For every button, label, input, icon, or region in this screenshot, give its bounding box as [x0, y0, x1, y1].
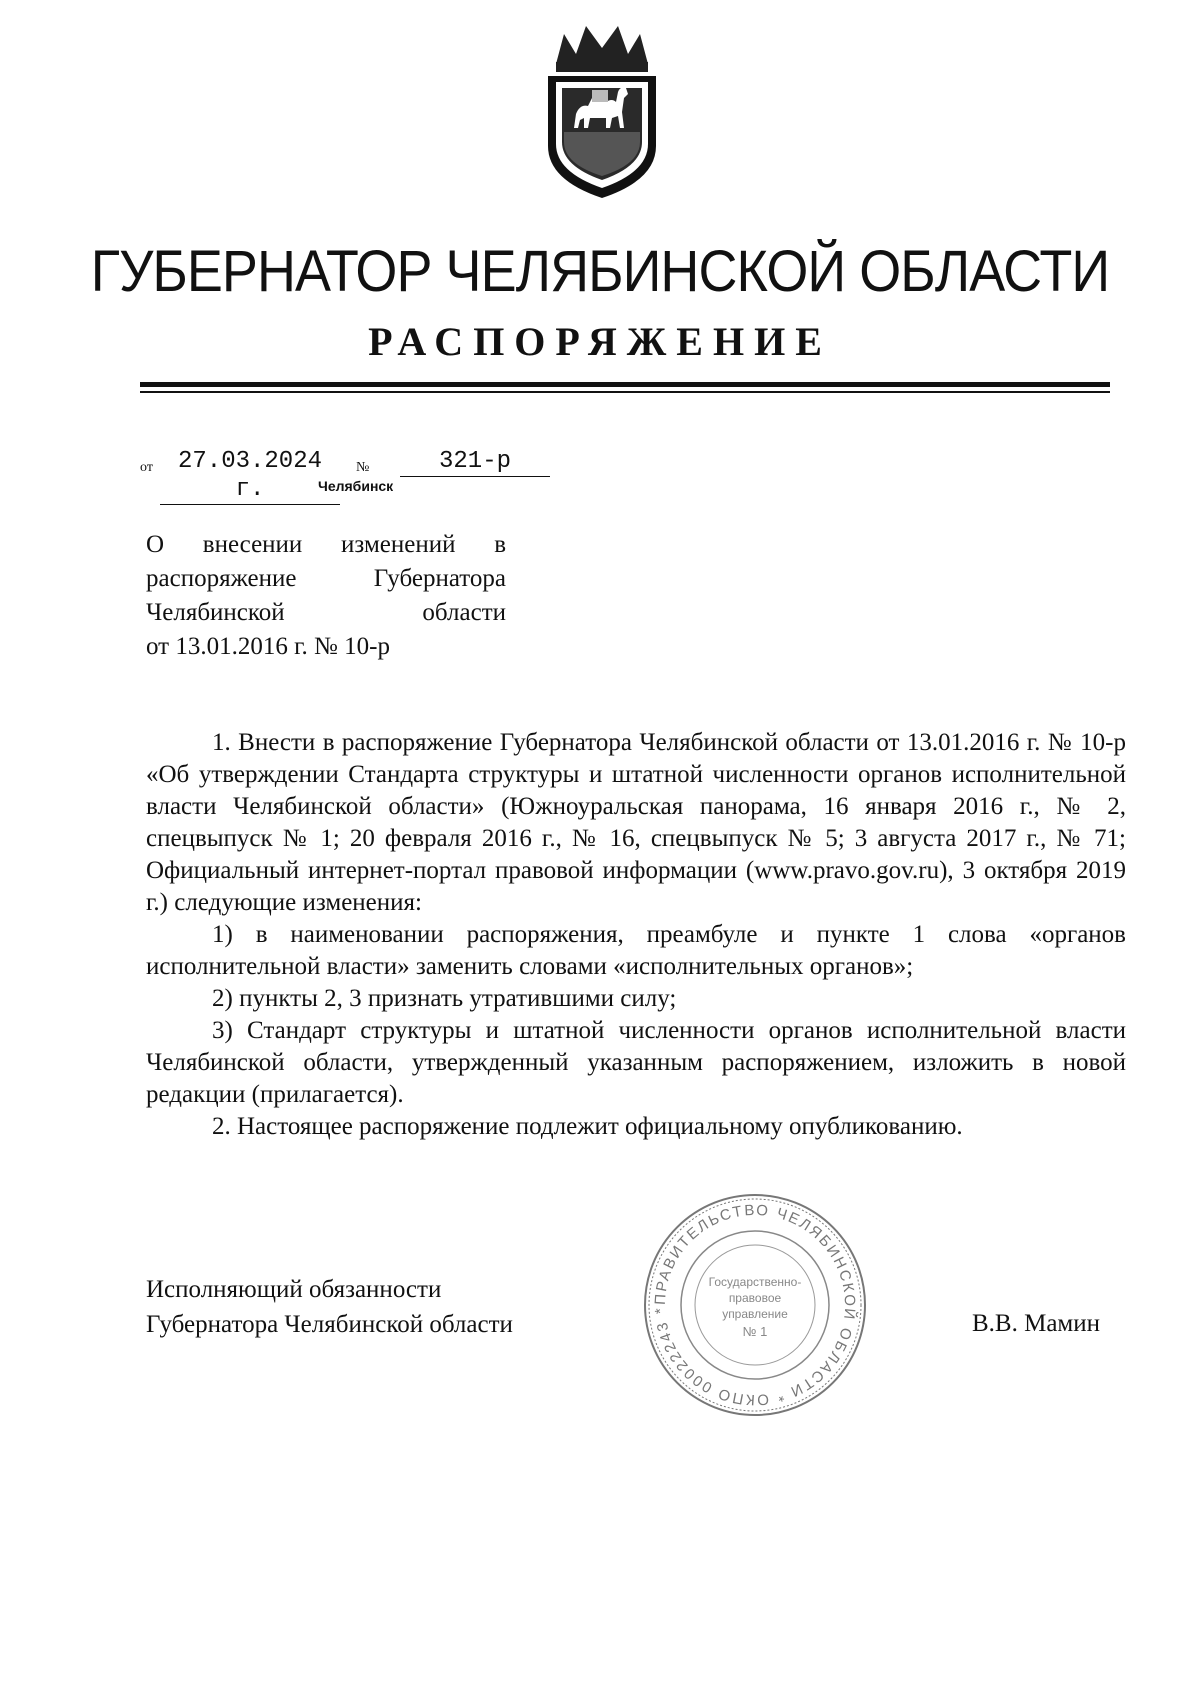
seal-center-line: управление — [722, 1307, 788, 1321]
document-type-heading: РАСПОРЯЖЕНИЕ — [368, 319, 832, 364]
chelyabinsk-coat-of-arms-icon — [542, 20, 662, 202]
date-label: от — [140, 460, 153, 475]
document-body — [146, 727, 1126, 1143]
body-paragraph-1: 1. Внести в распоряжение Губернатора Челябинской области от 13.01.2016 г. № 10-р «Об утверждении Стандарта структуры и штатной численности органов исполнительной власти Челябинской области» (Южноуральская панорама, 16 января 2016 г., № 2, спецвыпуск № 1; 20 февраля 2016 г., № 16, спецвыпуск № 5; 3 августа 2017 г., № 71; Официальный интернет-портал правовой информации (www.pravo.gov.ru), 3 октября 2019 г.) следующие изменения: — [146, 729, 1126, 916]
signer-position-line: Губернатора Челябинской области — [146, 1311, 513, 1338]
document-date: 27.03.2024 г. — [160, 448, 340, 505]
subject-line: от 13.01.2016 г. № 10-р — [146, 633, 390, 660]
subject-line: О внесении изменений в — [146, 531, 506, 558]
header-rule-thick — [140, 382, 1110, 387]
seal-center-line: № 1 — [742, 1324, 768, 1339]
document-subject — [146, 528, 506, 664]
body-subitem-2: 2) пункты 2, 3 признать утратившими силу; — [212, 985, 677, 1012]
seal-center-line: Государственно- — [708, 1275, 802, 1289]
body-paragraph-2: 2. Настоящее распоряжение подлежит официальному опубликованию. — [212, 1113, 963, 1140]
official-seal — [640, 1190, 870, 1420]
issue-city: Челябинск — [318, 478, 394, 494]
body-subitem-1: 1) в наименовании распоряжения, преамбуле и пункте 1 слова «органов исполнительной власти» заменить словами «исполнительных органов»; — [146, 921, 1126, 980]
signer-name: В.В. Мамин — [972, 1310, 1101, 1337]
body-subitem-3: 3) Стандарт структуры и штатной численности органов исполнительной власти Челябинской области, утвержденный указанным распоряжением, изложить в новой редакции (прилагается). — [146, 1017, 1126, 1108]
document-number: 321-р — [400, 448, 550, 477]
subject-line: распоряжение Губернатора — [146, 565, 506, 592]
header-rule-thin — [140, 391, 1110, 393]
seal-center-line: правовое — [728, 1291, 782, 1305]
subject-line: Челябинской области — [146, 599, 506, 626]
signer-position-line: Исполняющий обязанности — [146, 1276, 442, 1303]
seal-ring-text: ПРАВИТЕЛЬСТВО ЧЕЛЯБИНСКОЙ ОБЛАСТИ * ОКПО 00022243 * — [651, 1201, 859, 1409]
signer-position — [146, 1272, 513, 1342]
issuing-authority-title: ГУБЕРНАТОР ЧЕЛЯБИНСКОЙ ОБЛАСТИ — [90, 239, 1110, 304]
number-label: № — [356, 460, 370, 475]
